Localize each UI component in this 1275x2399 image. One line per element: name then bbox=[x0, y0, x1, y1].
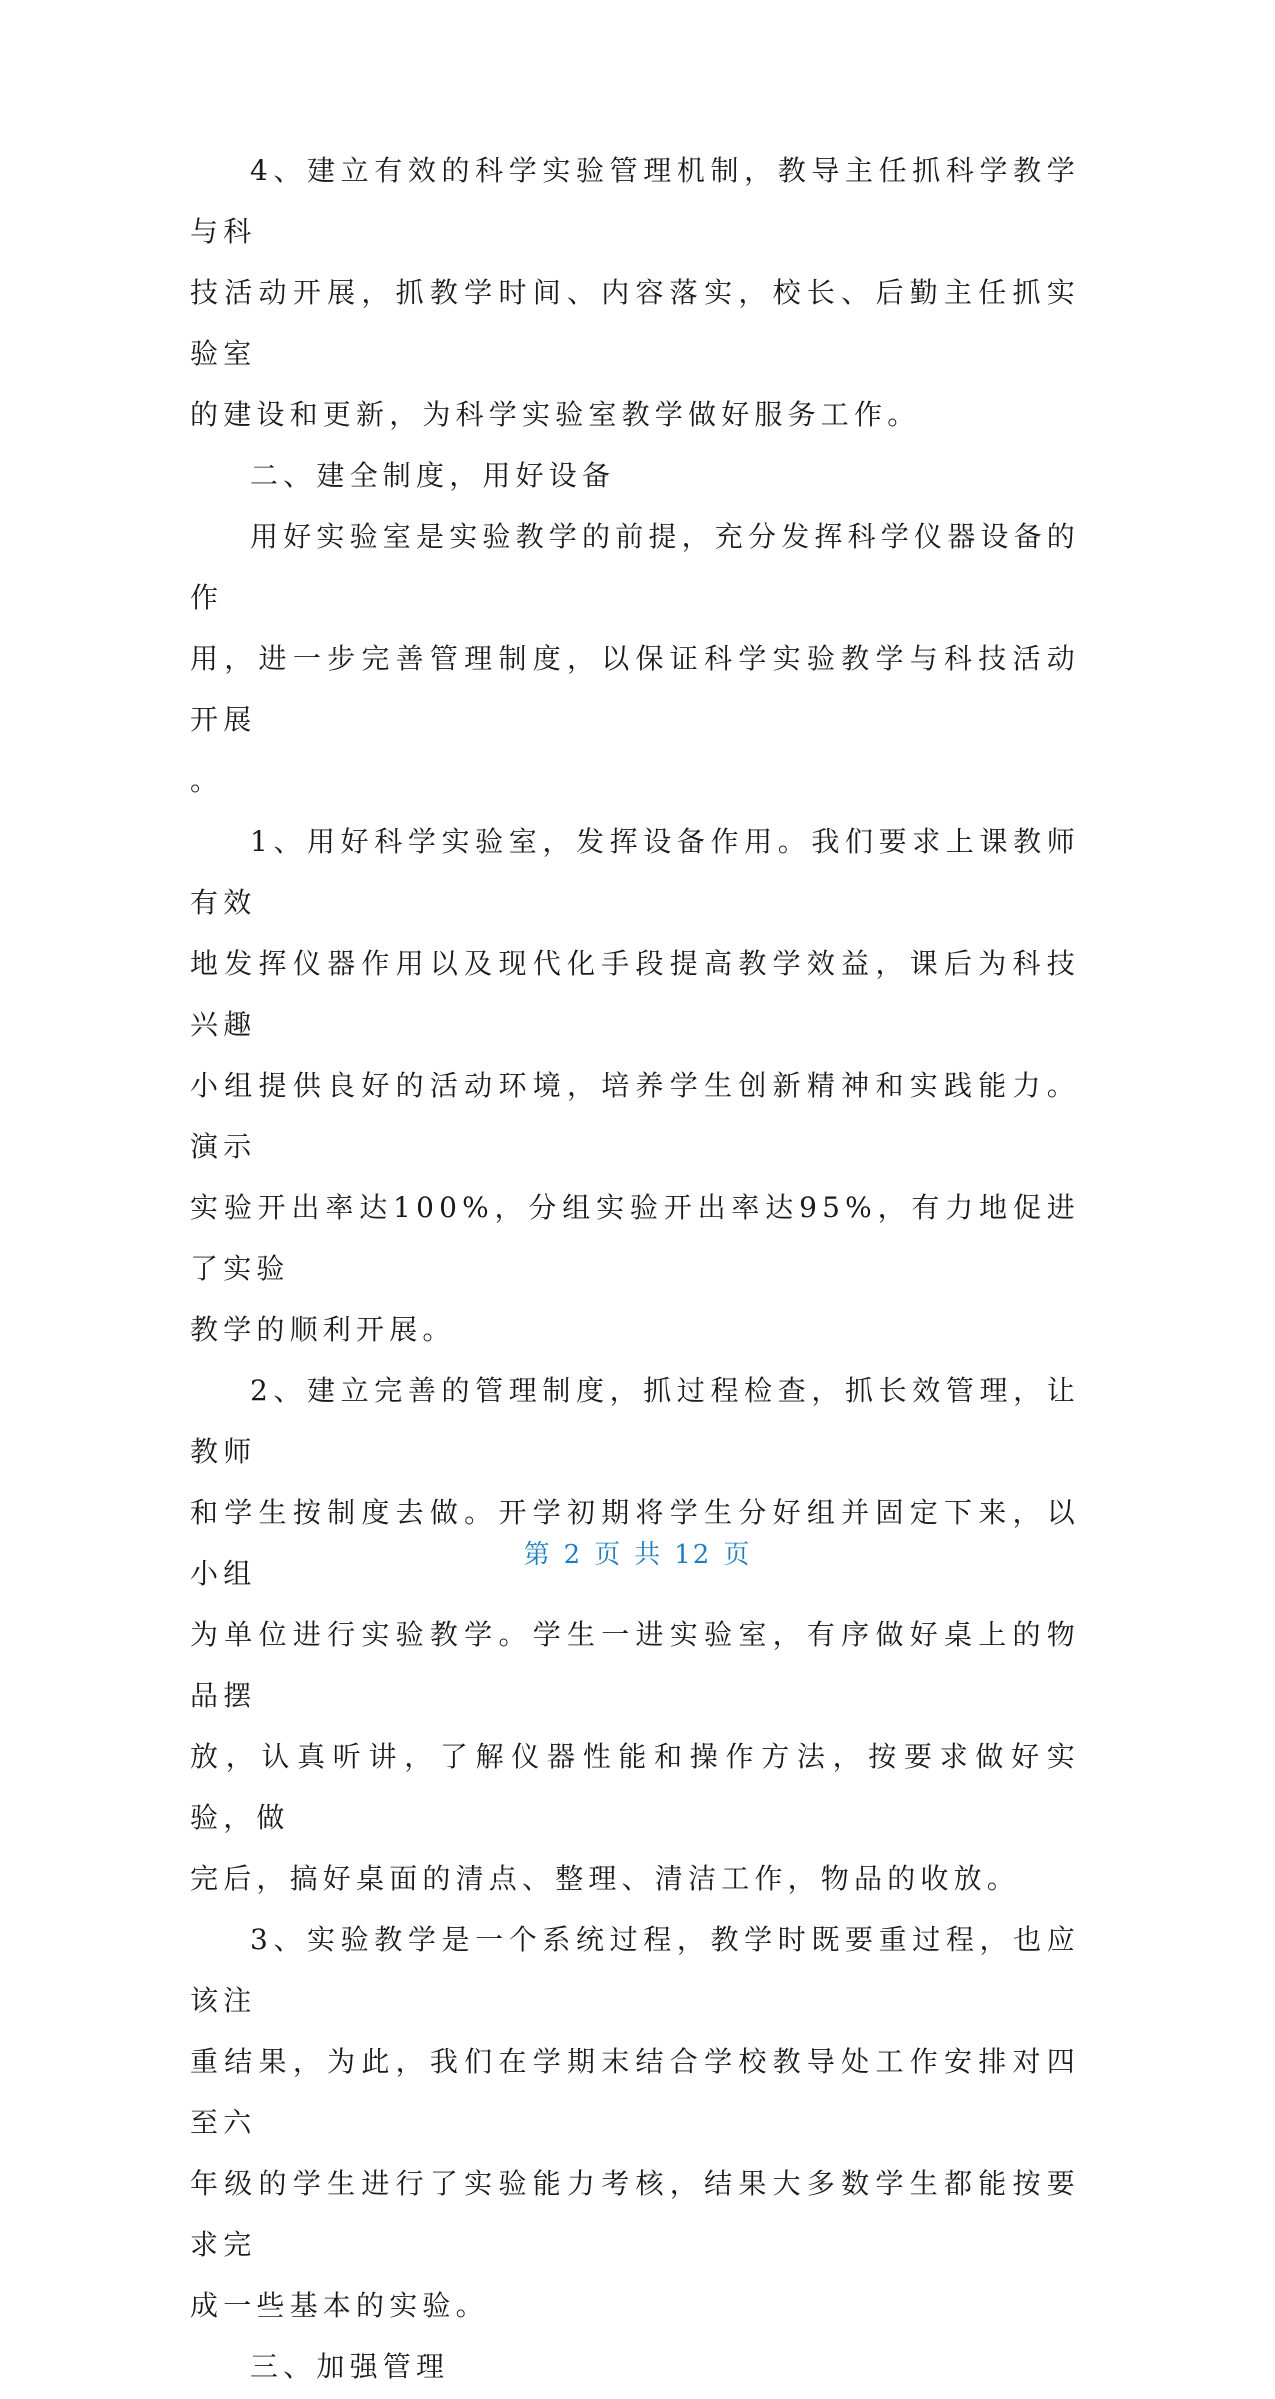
section-heading: 三、加强管理 bbox=[250, 2350, 450, 2383]
text-line: 成一些基本的实验。 bbox=[190, 2289, 489, 2322]
page-label: 第 bbox=[523, 1540, 552, 1570]
text-line: 实验开出率达100%，分组实验开出率达95%，有力地促进了实验 bbox=[190, 1191, 1080, 1285]
text-line: 为单位进行实验教学。学生一进实验室，有序做好桌上的物品摆 bbox=[190, 1618, 1080, 1712]
total-label: 共 bbox=[634, 1540, 663, 1570]
text-line: 和学生按制度去做。开学初期将学生分好组并固定下来，以小组 bbox=[190, 1496, 1080, 1590]
text-line: 年级的学生进行了实验能力考核，结果大多数学生都能按要求完 bbox=[190, 2167, 1080, 2261]
text-line: 用好实验室是实验教学的前提，充分发挥科学仪器设备的作 bbox=[190, 520, 1081, 614]
text-line: 重结果，为此，我们在学期末结合学校教导处工作安排对四至六 bbox=[190, 2045, 1080, 2139]
text-line: 。 bbox=[190, 764, 224, 797]
total-unit-label: 页 bbox=[723, 1540, 752, 1570]
text-line: 2、建立完善的管理制度，抓过程检查，抓长效管理，让教师 bbox=[190, 1374, 1080, 1468]
text-line: 4、建立有效的科学实验管理机制，教导主任抓科学教学与科 bbox=[190, 154, 1080, 248]
text-line: 地发挥仪器作用以及现代化手段提高教学效益，课后为科技兴趣 bbox=[190, 947, 1080, 1041]
text-line: 技活动开展，抓教学时间、内容落实，校长、后勤主任抓实验室 bbox=[190, 276, 1080, 370]
total-pages-number: 12 bbox=[674, 1540, 712, 1570]
page-unit-label: 页 bbox=[594, 1540, 623, 1570]
text-line: 3、实验教学是一个系统过程，教学时既要重过程，也应该注 bbox=[190, 1923, 1080, 2017]
section-heading: 二、建全制度，用好设备 bbox=[250, 459, 616, 492]
text-line: 的建设和更新，为科学实验室教学做好服务工作。 bbox=[190, 398, 921, 431]
page-footer bbox=[0, 1534, 1275, 1571]
current-page-number: 2 bbox=[563, 1540, 583, 1570]
text-line: 完后，搞好桌面的清点、整理、清洁工作，物品的收放。 bbox=[190, 1862, 1021, 1895]
document-body bbox=[190, 140, 1080, 2399]
text-line: 小组提供良好的活动环境，培养学生创新精神和实践能力。演示 bbox=[190, 1069, 1080, 1163]
text-line: 教学的顺利开展。 bbox=[190, 1313, 456, 1346]
text-line: 1、用好科学实验室，发挥设备作用。我们要求上课教师有效 bbox=[190, 825, 1080, 919]
text-block bbox=[190, 140, 1080, 2397]
text-line: 放，认真听讲，了解仪器性能和操作方法，按要求做好实验，做 bbox=[190, 1740, 1080, 1834]
text-line: 用，进一步完善管理制度，以保证科学实验教学与科技活动开展 bbox=[190, 642, 1080, 736]
